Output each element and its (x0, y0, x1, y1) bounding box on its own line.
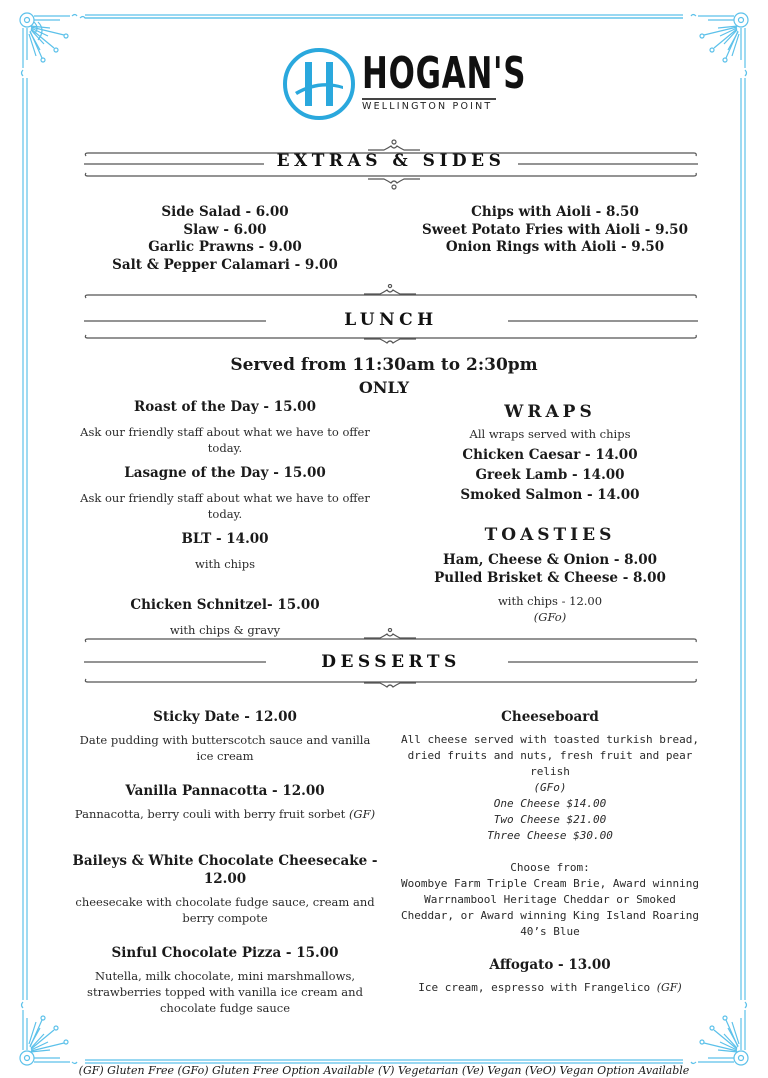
subsection-title-toasties: TOASTIES (484, 525, 616, 545)
menu-item-name: Sticky Date - 12.00 (153, 709, 297, 725)
dietary-tag: (GFo) (533, 781, 567, 794)
toasties-note: with chips - 12.00 (497, 594, 603, 608)
brand-location: WELLINGTON POINT (362, 98, 496, 112)
menu-item: Sweet Potato Fries with Aioli - 9.50 (422, 221, 688, 238)
menu-item-desc: Nutella, milk chocolate, mini marshmallows, strawberries topped with vanilla ice cream and chocolate fudge sauce (87, 969, 363, 1015)
menu-item-name: Affogato - 13.00 (489, 957, 611, 973)
lunch-list-left (80, 398, 370, 638)
menu-item-name: Roast of the Day - 15.00 (134, 399, 316, 415)
choose-desc: Woombye Farm Triple Cream Brie, Award winning Warrnambool Heritage Cheddar or Smoked Cheddar, or Award winning King Island Roaring 40’s Blue (400, 877, 699, 938)
menu-item-desc: All cheese served with toasted turkish bread, dried fruits and nuts, fresh fruit and pear relish (400, 733, 699, 778)
menu-item-name: BLT - 14.00 (181, 531, 269, 547)
menu-item: Side Salad - 6.00 (161, 204, 289, 220)
dietary-legend: (GF) Gluten Free (GFo) Gluten Free Option Available (V) Vegetarian (Ve) Vegan (VeO) Vegan Option Available (78, 1064, 690, 1077)
menu-item-desc: Ask our friendly staff about what we have to offer today. (80, 425, 370, 455)
menu-item-name: Cheeseboard (501, 709, 599, 725)
desserts-list-right (400, 708, 700, 996)
lunch-only-note: ONLY (358, 378, 410, 397)
dietary-tag: (GF) (348, 807, 376, 821)
menu-item: Smoked Salmon - 14.00 (460, 487, 640, 503)
menu-item-desc: Ask our friendly staff about what we have to offer today. (80, 491, 370, 521)
section-header-desserts (84, 628, 698, 688)
menu-item-name: Chicken Schnitzel- 15.00 (130, 597, 320, 613)
lunch-hours: Served from 11:30am to 2:30pm (230, 355, 538, 375)
extras-list-right (420, 204, 690, 257)
menu-item: Slaw - 6.00 (183, 221, 267, 238)
extras-list-left (110, 204, 340, 274)
choose-label: Choose from: (510, 861, 590, 874)
menu-item: Greek Lamb - 14.00 (475, 467, 625, 483)
cheese-option: One Cheese $14.00 (493, 797, 607, 810)
menu-item: Onion Rings with Aioli - 9.50 (445, 239, 665, 255)
menu-item: Garlic Prawns - 9.00 (148, 239, 302, 255)
section-header-extras (84, 134, 698, 194)
menu-item: Salt & Pepper Calamari - 9.00 (112, 256, 338, 273)
brand-name: HOGAN'S (362, 48, 527, 99)
section-title-lunch: LUNCH (344, 310, 438, 330)
wraps-note: All wraps served with chips (469, 427, 631, 441)
menu-item-name: Lasagne of the Day - 15.00 (124, 465, 326, 481)
menu-item-desc: Pannacotta, berry couli with berry fruit sorbet (GF) (74, 807, 376, 821)
cheese-option: Three Cheese $30.00 (487, 829, 613, 842)
menu-item-desc: Date pudding with butterscotch sauce and vanilla ice cream (79, 733, 371, 763)
section-title-extras: EXTRAS & SIDES (276, 151, 506, 171)
subsection-title-wraps: WRAPS (504, 402, 596, 422)
menu-item: Chips with Aioli - 8.50 (471, 204, 639, 220)
menu-item-name: Sinful Chocolate Pizza - 15.00 (111, 945, 339, 961)
section-title-desserts: DESSERTS (321, 652, 461, 672)
section-header-lunch (84, 284, 698, 344)
lunch-list-right (420, 398, 680, 625)
menu-item-desc: Ice cream, espresso with Frangelico (GF) (418, 981, 682, 994)
menu-item-name: Baileys & White Chocolate Cheesecake - 12.00 (72, 853, 378, 887)
logo-emblem (283, 48, 355, 120)
desserts-list-left (70, 708, 380, 1016)
cheese-option: Two Cheese $21.00 (493, 813, 607, 826)
dietary-tag: (GF) (656, 981, 682, 994)
menu-item: Chicken Caesar - 14.00 (462, 447, 638, 463)
menu-item: Pulled Brisket & Cheese - 8.00 (434, 570, 666, 586)
menu-item-desc: with chips & gravy (169, 623, 281, 637)
dietary-tag: (GFo) (533, 610, 567, 624)
brand-logo (283, 46, 527, 122)
menu-item-desc: with chips (195, 557, 255, 571)
menu-item-desc: cheesecake with chocolate fudge sauce, cream and berry compote (75, 895, 375, 925)
menu-item: Ham, Cheese & Onion - 8.00 (442, 552, 658, 568)
menu-item-name: Vanilla Pannacotta - 12.00 (125, 783, 325, 799)
